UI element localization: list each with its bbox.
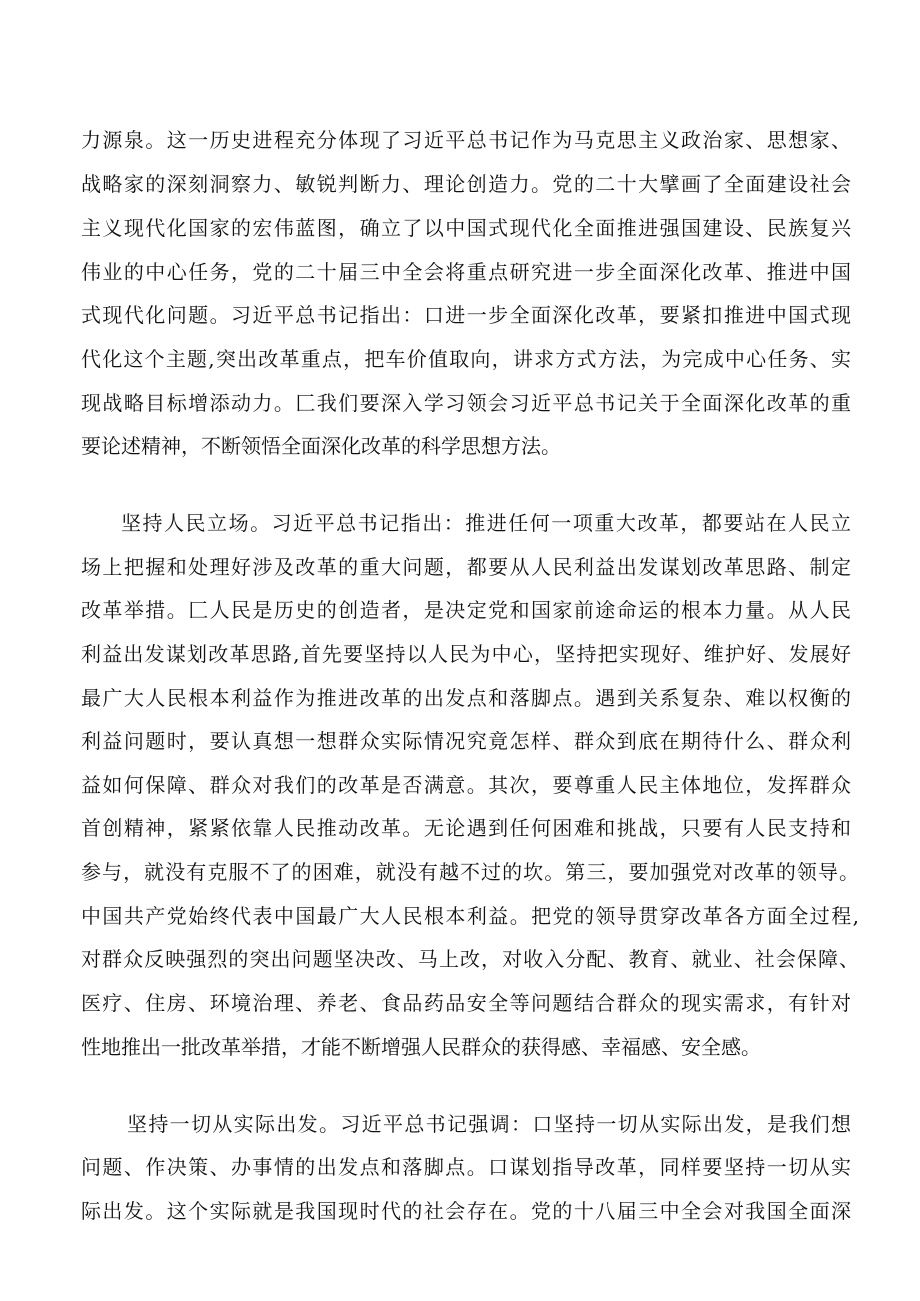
text-line: 改革举措。匚人民是历史的创造者，是决定党和国家前途命运的根本力量。从人民 [81, 598, 851, 622]
text-line: 战略家的深刻洞察力、敏锐判断力、理论创造力。党的二十大擘画了全面建设社会 [81, 172, 851, 196]
text-line: 医疗、住房、环境治理、养老、食品药品安全等问题结合群众的现实需求，有针对 [81, 991, 851, 1015]
text-line: 性地推出一批改革举措，才能不断增强人民群众的获得感、幸福感、安全感。 [81, 1035, 761, 1059]
text-line: 中国共产党始终代表中国最广大人民根本利益。把党的领导贯穿改革各方面全过程, [81, 904, 859, 928]
text-line: 利益出发谋划改革思路,首先要坚持以人民为中心，坚持把实现好、维护好、发展好 [81, 642, 851, 666]
text-line: 现战略目标增添动力。匚我们要深入学习领会习近平总书记关于全面深化改革的重 [81, 391, 851, 415]
text-line: 问题、作决策、办事情的出发点和落脚点。口谋划指导改革，同样要坚持一切从实 [81, 1155, 851, 1179]
text-line: 参与，就没有克服不了的困难，就没有越不过的坎。第三，要加强党对改革的领导。 [81, 860, 859, 884]
text-line: 利益问题时，要认真想一想群众实际情况究竟怎样、群众到底在期待什么、群众利 [81, 729, 851, 753]
text-line: 首创精神，紧紧依靠人民推动改革。无论遇到任何困难和挑战，只要有人民支持和 [81, 816, 851, 840]
text-line: 益如何保障、群众对我们的改革是否满意。其次，要尊重人民主体地位，发挥群众 [81, 773, 851, 797]
text-line: 最广大人民根本利益作为推进改革的出发点和落脚点。遇到关系复杂、难以权衡的 [81, 686, 851, 710]
text-line: 力源泉。这一历史进程充分体现了习近平总书记作为马克思主义政治家、思想家、 [81, 128, 851, 152]
text-line: 要论述精神，不断领悟全面深化改革的科学思想方法。 [81, 434, 561, 458]
text-line: 际出发。这个实际就是我国现时代的社会存在。党的十八届三中全会对我国全面深 [81, 1199, 851, 1223]
text-line: 代化这个主题,突出改革重点，把车价值取向，讲求方式方法，为完成中心任务、实 [81, 347, 851, 371]
text-line: 坚持一切从实际出发。习近平总书记强调：口坚持一切从实际出发，是我们想 [127, 1112, 851, 1136]
text-line: 式现代化问题。习近平总书记指出：口进一步全面深化改革，要紧扣推进中国式现 [81, 303, 851, 327]
text-line: 坚持人民立场。习近平总书记指出：推进任何一项重大改革，都要站在人民立 [121, 511, 851, 535]
text-line: 场上把握和处理好涉及改革的重大问题，都要从人民利益出发谋划改革思路、制定 [81, 555, 851, 579]
text-line: 对群众反映强烈的突出问题坚决改、马上改，对收入分配、教育、就业、社会保障、 [81, 947, 859, 971]
text-line: 主义现代化国家的宏伟蓝图，确立了以中国式现代化全面推进强国建设、民族复兴 [81, 216, 851, 240]
text-line: 伟业的中心任务，党的二十届三中全会将重点研究进一步全面深化改革、推进中国 [81, 260, 851, 284]
